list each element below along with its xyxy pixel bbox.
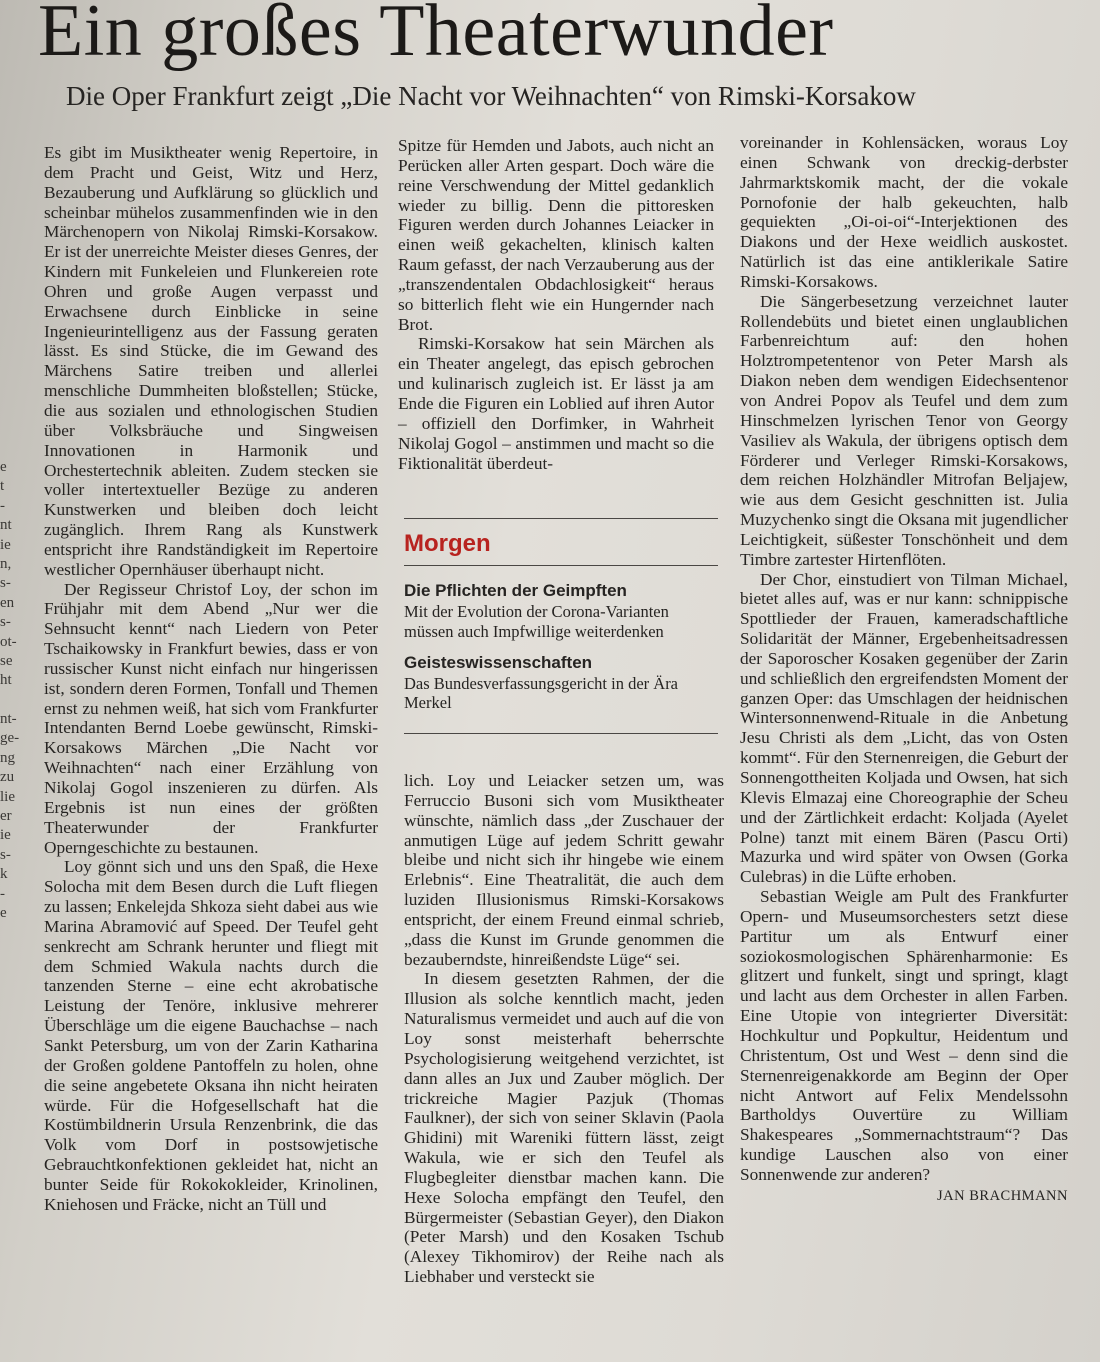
edge-fragment: se [0,652,13,669]
headline: Ein großes Theaterwunder [38,0,834,72]
edge-fragment: ie [0,536,11,553]
edge-fragment: - [0,497,5,514]
paragraph [740,887,1068,1204]
paragraph: Loy gönnt sich und uns den Spaß, die Hexe Solocha mit dem Besen durch die Luft fliegen zu lassen; Enkelejda Shkoza sieht dabei aus wie Marina Abramović auf Speed. Der Teufel geht senkrecht am Schrank herunter und fliegt mit dem Schmied Wakula nachts durch die tanzenden Sterne – eine echt akrobatische Leistung der Tenöre, inklusive mehrerer Überschläge um die eigene Bauchachse – nach Sankt Petersburg, um von der Zarin Katharina der Großen goldene Pantoffeln zu holen, ohne die seine angebetete Oksana ihn nicht heiraten würde. Für die Hofgesellschaft hat die Kostümbildnerin Ursula Renzenbrink, die das Volk vom Dorf in postsowjetische Gebrauchtkonfektionen gekleidet hat, nicht an bunter Seide für Rokokokleider, Krinolinen, Kniehosen und Fräcke, nicht an Tüll und [44,857,378,1214]
paragraph: voreinander in Kohlensäcken, woraus Loy einen Schwank von dreckig-derbster Jahrmarktskomik macht, der die vokale Pornofonie der halb gekeuchten, halb gequiekten „Oi-oi-oi“-Interjektionen des Diakons und der Hexe weidlich auskostet. Natürlich ist das eine antiklerikale Satire Rimski-Korsakows. [740,133,1068,291]
paragraph: Die Sängerbesetzung verzeichnet lauter Rollendebüts und bietet einen unglaublichen Farbenreichtum auf: den hohen Holztrompetentenor von Peter Marsh als Diakon neben dem wendigen Eidechsentenor von Andrei Popov als Teufel und dem zum Hinschmelzen lyrischen Tenor von Georgy Vasiliev als Wakula, der übrigens optisch dem Förderer und Verleger Rimski-Korsakows, dem reichen Holzhändler Mitrofan Beljajew, wie aus dem Gesicht geschnitten ist. Julia Muzychenko singt die Oksana mit jugendlicher Leichtigkeit, süßester Tonschönheit und dem Timbre zartester Hirtenflöten. [740,291,1068,569]
subheadline: Die Oper Frankfurt zeigt „Die Nacht vor Weihnachten“ von Rimski-Korsakow [66,81,916,111]
divider [404,733,718,734]
edge-fragment: en [0,594,15,611]
divider [404,565,718,566]
edge-fragment: s- [0,614,11,631]
edge-fragment [0,691,20,710]
paragraph: In diesem gesetzten Rahmen, der die Illusion als solche kenntlich macht, jeden Naturalismus vermeidet und auch auf die von Loy sonst meisterhaft beherrschte Psychologisierung weitgehend verzichtet, ist dann alles an Jux und Zauber möglich. Der trickreiche Magier Pazjuk (Thomas Faulkner), der sich von seiner Sklavin (Paola Ghidini) mit Wareniki füttern lässt, zeigt Wakula, wie er sich den Teufel als Flugbegleiter dienstbar machen kann. Die Hexe Solocha empfängt den Teufel, den Bürgermeister (Sebastian Geyer), den Diakon (Peter Marsh) und den Kosaken Tschub (Alexey Tikhomirov) der Reihe nach als Liebhaber und versteckt sie [404,969,724,1287]
edge-fragment: n, [0,555,12,572]
morgen-preview-box [404,518,718,734]
edge-fragment: ng [0,749,15,766]
edge-fragment: t [0,478,5,495]
paragraph-text: Sebastian Weigle am Pult des Frankfurter Opern- und Museumsorchesters setzt diese Partitur um als Entwurf einer soziokosmologischen Sphärenharmonie: Es glitzert und funkelt, singt und springt, klagt und lacht aus dem Orchester in allen Farben. Eine Utopie von integrierter Diversität: Hochkultur und Popkultur, Heidentum und Christentum, Ost und West – denn sind die Sternenreigenakkorde am Beginn der Oper nicht Antwort auf Felix Mendelssohn Bartholdys Ouvertüre zu William Shakespeares „Sommernachtstraum“? Das kundige Lauschen also von einer Sonnenwende zur anderen? [740,887,1068,1184]
edge-fragment: ie [0,827,11,844]
author-signoff: JAN BRACHMANN [937,1187,1068,1204]
preview-title: Geisteswissenschaften [404,652,593,672]
edge-fragment: ot- [0,633,17,650]
left-edge-cut-text [0,458,20,923]
edge-fragment: er [0,808,12,825]
paragraph: Rimski-Korsakow hat sein Märchen als ein Theater angelegt, das episch gebrochen und kulinarisch zugleich ist. Er lässt ja am Ende die Figuren ein Loblied auf ihren Autor – offiziell den Dorfimker, in Wahrheit Nikolaj Gogol – anstimmen und macht so die Fiktionalität überdeut- [398,334,714,473]
paragraph: lich. Loy und Leiacker setzen um, was Ferruccio Busoni sich vom Musiktheater wünschte, nämlich dass „der Zuschauer der anmutigen Lüge auf jedem Schritt gewahr bleibe und nicht sich ihr hingebe wie einem Erlebnis“. Eine Theatralität, die auch dem luziden Illusionismus Rimski-Korsakows entspricht, der einem Freund einmal schrieb, „dass die Kunst im Grunde genommen die bezauberndste, hinreißendste Lüge“ sei. [404,771,724,969]
morgen-kicker: Morgen [404,530,491,557]
paragraph: Der Regisseur Christof Loy, der schon im Frühjahr mit dem Abend „Nur wer die Sehnsucht kennt“ nach Liedern von Peter Tschaikowsky in Frankfurt bewies, dass er von russischer Kunst nicht einfach nur hingerissen ist, sondern deren Formen, Tonfall und Themen ernst zu nehmen weiß, hat sich vom Frankfurter Intendanten Bernd Loebe gewünscht, Rimski-Korsakows Märchen „Die Nacht vor Weihnachten“ nach einer Erzählung von Nikolaj Gogol inszenieren zu dürfen. Als Ergebnis ist nun eines der größten Theaterwunder der Frankfurter Operngeschichte zu bestaunen. [44,579,378,857]
article-column-1 [44,143,378,1215]
edge-fragment: ht [0,672,12,689]
edge-fragment: ge- [0,730,20,747]
article-column-3 [740,133,1068,1207]
edge-fragment: k [0,866,8,883]
edge-fragment: s- [0,846,11,863]
edge-fragment: nt- [0,711,17,728]
paragraph: Spitze für Hemden und Jabots, auch nicht an Perücken aller Arten gespart. Doch wäre die reine Verschwendung der Mittel gedanklich wieder zu billig. Denn die pittoresken Figuren werden durch Johannes Leiacker in einen weiß gekachelten, klinisch kalten Raum gefasst, der nach Verzauberung aus der „transzendentalen Obdachlosigkeit“ heraus so bitterlich fleht wie ein Hungernder nach Brot. [398,136,714,334]
preview-text: Mit der Evolution der Corona-Varianten müssen auch Impfwillige weiterdenken [404,602,669,641]
preview-title: Die Pflichten der Geimpften [404,581,627,600]
edge-fragment: - [0,885,5,902]
edge-fragment: lie [0,788,15,805]
edge-fragment: s- [0,575,11,592]
preview-text: Das Bundesverfassungsgericht in der Ära Merkel [404,673,679,713]
edge-fragment: e [0,459,7,475]
edge-fragment: nt [0,517,12,534]
edge-fragment: zu [0,769,15,786]
article-column-2-bottom [404,771,724,1287]
paragraph: Es gibt im Musiktheater wenig Repertoire, in dem Pracht und Geist, Witz und Herz, Bezauberung und Aufklärung so glücklich und scheinbar mühelos zusammenfinden wie in den Märchenopern von Nikolaj Rimski-Korsakow. Er ist der unerreichte Meister dieses Genres, der Kindern mit Funkeleien und Flunkereien rote Ohren und große Augen verpasst und Erwachsene durch Einblicke in seine Ingenieurintelligenz aus der Fassung geraten lässt. Es sind Stücke, die im Gewand des Märchens Satire treiben und allerlei menschliche Dummheiten bloßstellen; Stücke, die aus sozialen und ethnologischen Studien über Volksbräuche und Singweisen Innovationen in Harmonik und Orchestertechnik ableiten. Zudem stecken sie voller intertextueller Bezüge zu anderen Kunstwerken und bleiben doch leicht zugänglich. Ihrem Rang als Kunstwerk entspricht ihre Randständigkeit im Repertoire westlicher Opernhäuser überhaupt nicht. [44,143,378,579]
paragraph: Der Chor, einstudiert von Tilman Michael, bietet alles auf, was er nur kann: schnippische Spottlieder der Frauen, kameradschaftliche Solidarität der Männer, Ergebenheitsadressen der Saporoscher Kosaken gegenüber der Zarin und schließlich den ergreifendsten Moment der ganzen Oper: das Umschlagen der heidnischen Wintersonnenwend-Rituale in die Anbetung Jesu Christi als dem „Licht, das von Osten kommt“. Für den Sternenreigen, die Geburt der Sonnengottheiten Koljada und Owsen, hat sich Klevis Elmazaj eine Choreographie der Scheu und der Zärtlichkeit erdacht: Koljada (Ayelet Polne) tanzt mit einem Bären (Pascu Orti) Mazurka und wird später von Owsen (Gorka Culebras) in die Lüfte erhoben. [740,569,1068,887]
edge-fragment: e [0,904,7,921]
article-column-2-top [398,136,714,473]
